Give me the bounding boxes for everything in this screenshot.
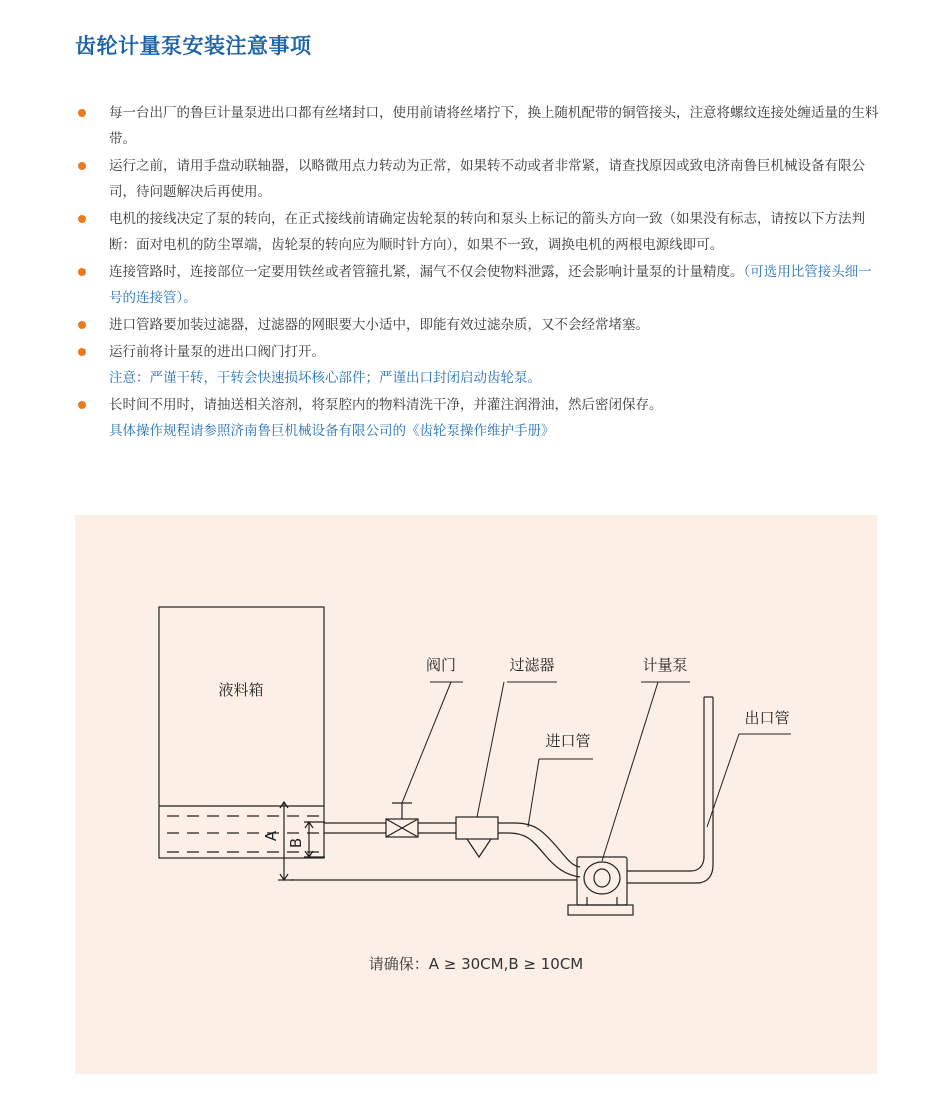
list-item [75,206,885,258]
bullet-icon [78,321,86,329]
outlet-pipe-label: 出口管 [744,709,790,727]
tank-label: 液料箱 [218,681,264,699]
bullet-icon [78,348,86,356]
item-text: 电机的接线决定了泵的转向，在正式接线前请确定齿轮泵的转向和泵头上标记的箭头方向一致（如果没有标志，请按以下方法判断：面对电机的防尘罩端，齿轮泵的转向应为顺时针方向），如果不一致，调换电机的两根电源线即可。 [109,211,865,253]
bullet-icon [78,268,86,276]
item-text: 长时间不用时，请抽送相关溶剂，将泵腔内的物料清洗干净，并灌注润滑油，然后密闭保存。 [109,397,663,413]
item-text: 连接管路时，连接部位一定要用铁丝或者管箍扎紧，漏气不仅会使物料泄露，还会影响计量泵的计量精度。 [109,264,744,280]
item-text: 进口管路要加装过滤器，过滤器的网眼要大小适中，即能有效过滤杂质，又不会经常堵塞。 [109,317,649,333]
list-item [75,153,885,205]
list-item [75,339,885,391]
item-note: 具体操作规程请参照济南鲁巨机械设备有限公司的《齿轮泵操作维护手册》 [109,423,555,439]
filter [456,817,498,857]
list-item [75,312,885,338]
valve [386,803,418,837]
dim-b-label: B [287,837,305,849]
list-item [75,100,885,152]
installation-diagram [75,515,877,1074]
item-highlight: （可选用比管接头细一号的连接管）。 [109,264,872,306]
inlet-pipe [324,823,580,877]
inlet-pipe-label: 进口管 [545,732,591,750]
item-text: 运行前将计量泵的进出口阀门打开。 [109,344,325,360]
notice-list [75,100,885,445]
bullet-icon [78,215,86,223]
outlet-pipe [627,697,713,883]
list-item [75,392,885,444]
dim-a-label: A [262,830,280,842]
metering-pump [568,857,633,915]
page-title: 齿轮计量泵安装注意事项 [75,34,312,58]
installation-diagram-panel [75,515,877,1074]
pump-label: 计量泵 [642,656,688,674]
list-item [75,259,885,311]
valve-label: 阀门 [425,656,457,674]
item-text: 每一台出厂的鲁巨计量泵进出口都有丝堵封口，使用前请将丝堵拧下，换上随机配带的铜管接头，注意将螺纹连接处缠适量的生料带。 [109,105,879,147]
bullet-icon [78,109,86,117]
bullet-icon [78,162,86,170]
tank [159,607,324,858]
filter-label: 过滤器 [509,656,555,674]
diagram-caption: 请确保：A ≥ 30CM,B ≥ 10CM [368,955,584,973]
item-note: 注意：严谨干转，干转会快速损坏核心部件；严谨出口封闭启动齿轮泵。 [109,370,541,386]
item-text: 运行之前，请用手盘动联轴器，以略微用点力转动为正常，如果转不动或者非常紧，请查找原因或致电济南鲁巨机械设备有限公司，待问题解决后再使用。 [109,158,865,200]
bullet-icon [78,401,86,409]
leader-lines [402,682,791,861]
